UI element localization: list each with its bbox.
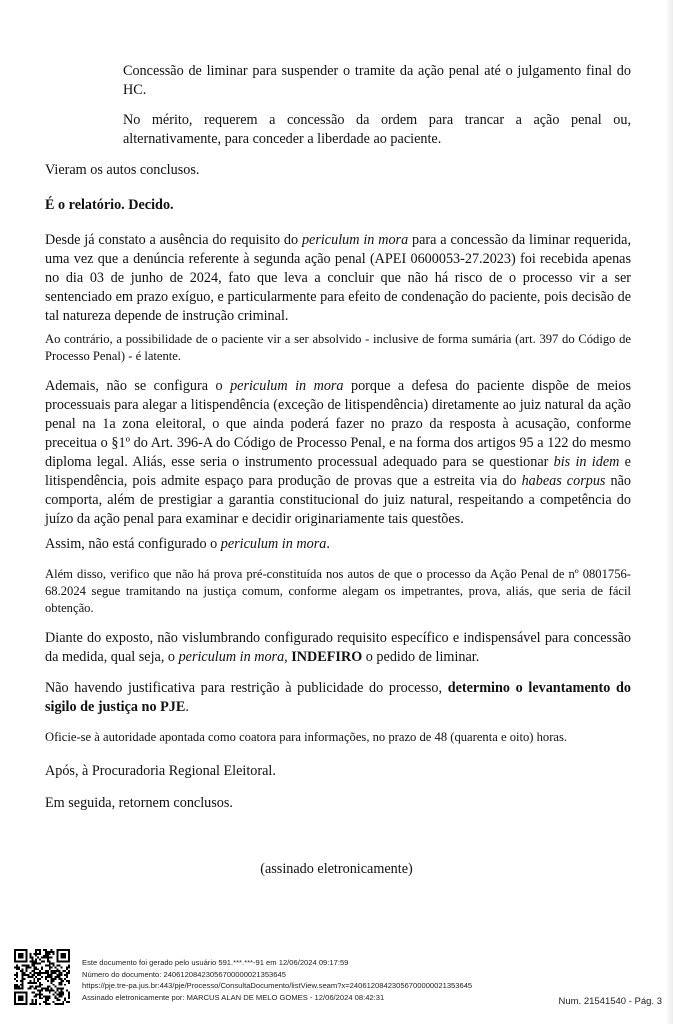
italic-term: bis in idem: [553, 454, 620, 470]
paragraph-periculum-absence: [45, 231, 631, 326]
text-run: Assim, não está configurado o: [45, 536, 221, 552]
footer-document-number: Número do documento: 24061208423056700000021353645: [82, 969, 286, 979]
text-run: o pedido de liminar.: [362, 649, 480, 665]
relatorio-bold: É o relatório. Decido.: [45, 197, 174, 213]
text-run: Ademais, não se configura o: [45, 378, 231, 394]
paragraph-conclusos: Vieram os autos conclusos.: [45, 162, 200, 178]
paragraph-oficie-se: Oficie-se à autoridade apontada como coatora para informações, no prazo de 48 (quarenta e oito) horas.: [45, 730, 568, 744]
paragraph-liminar-request: Concessão de liminar para suspender o tramite da ação penal até o julgamento final do HC.: [123, 63, 631, 98]
paragraph-assim: [45, 535, 631, 554]
text-run: Desde já constato a ausência do requisito do: [45, 232, 302, 248]
text-run: e litispendência, pois admite espaço para produção de provas que a estreita via do: [45, 454, 631, 489]
text-run: .: [185, 699, 189, 715]
text-run: Diante do exposto, não vislumbrando configurado requisito específico e indispensável para concessão da medida, qual seja, o: [45, 630, 631, 665]
paragraph-relatorio: [45, 196, 631, 215]
indefiro-bold: INDEFIRO: [291, 649, 363, 665]
page-number: Num. 21541540 - Pág. 3: [558, 996, 662, 1007]
paragraph-absolvicao: Ao contrário, a possibilidade de o paciente vir a ser absolvido - inclusive de forma sumária (art. 397 do Código de Processo Penal) - é latente.: [45, 332, 631, 363]
italic-term: periculum in mora: [301, 232, 409, 248]
footer-signed-by: Assinado eletronicamente por: MARCUS ALAN DE MELO GOMES - 12/06/2024 08:42:31: [82, 992, 385, 1002]
text-run: porque a defesa do paciente dispõe de meios processuais para alegar a litispendência (exceção de litispendência) diretamente ao juiz natural da ação penal na 1a zona eleitoral, o que ainda poderá fazer no prazo da resposta à acusação, conforme preceitua o §1º do Art. 396-A do Código de Processo Penal, e na forma dos artigos 95 a 122 do mesmo diploma legal. Aliás, esse seria o instrumento processual adequado para se questionar: [45, 378, 631, 470]
qr-code-icon: [14, 949, 70, 1005]
italic-term: periculum in mora,: [178, 649, 288, 665]
paragraph-diante-exposto: [45, 629, 631, 667]
paragraph-sigilo: [45, 679, 631, 717]
paragraph-procuradoria: Após, à Procuradoria Regional Eleitoral.: [45, 763, 276, 779]
paragraph-prova: Além disso, verifico que não há prova pré-constituída nos autos de que o processo da Ação Penal de nº 0801756-68.2024 segue tramitando na justiça comum, conforme alegam os impetrantes, prova, aliás, que seria de fácil obtenção.: [45, 567, 631, 615]
signature-line: (assinado eletronicamente): [260, 861, 413, 877]
paragraph-merit-request: No mérito, requerem a concessão da ordem para trancar a ação penal ou, alternativamente, para conceder a liberdade ao paciente.: [123, 112, 631, 147]
italic-term: habeas corpus: [521, 473, 606, 489]
text-run: para a concessão da liminar requerida, uma vez que a denúncia referente à segunda ação penal (APEI 0600053-27.2023) foi recebida apenas no dia 03 de junho de 2024, fato que leva a concluir que não há risco de o processo vir a ser sentenciado em prazo exíguo, e particularmente para efeito de condenação do paciente, pois decisão de tal natureza depende de instrução criminal.: [45, 232, 631, 324]
paragraph-retornem: Em seguida, retornem conclusos.: [45, 795, 233, 811]
text-run: Não havendo justificativa para restrição à publicidade do processo,: [45, 680, 448, 696]
text-run: não comporta, além de prestigiar a garantia constitucional do juiz natural, respeitando a competência do juízo da ação penal para examinar e decidir originariamente tais questões.: [45, 473, 631, 527]
paragraph-ademais: [45, 377, 631, 529]
italic-term: periculum in mora: [230, 378, 344, 394]
footer-generated-by: Este documento foi gerado pelo usuário 591.***.***-91 em 12/06/2024 09:17:59: [82, 958, 349, 967]
footer-document-url[interactable]: https://pje.tre-pa.jus.br:443/pje/Processo/ConsultaDocumento/listView.seam?x=24061208423056700000021353645: [82, 981, 473, 990]
page-edge-shadow: [665, 0, 673, 1024]
sigilo-bold: determino o levantamento do sigilo de justiça no PJE: [45, 680, 631, 715]
footer-metadata: [82, 957, 552, 1003]
text-run: .: [326, 536, 330, 552]
italic-term: periculum in mora: [220, 536, 327, 552]
